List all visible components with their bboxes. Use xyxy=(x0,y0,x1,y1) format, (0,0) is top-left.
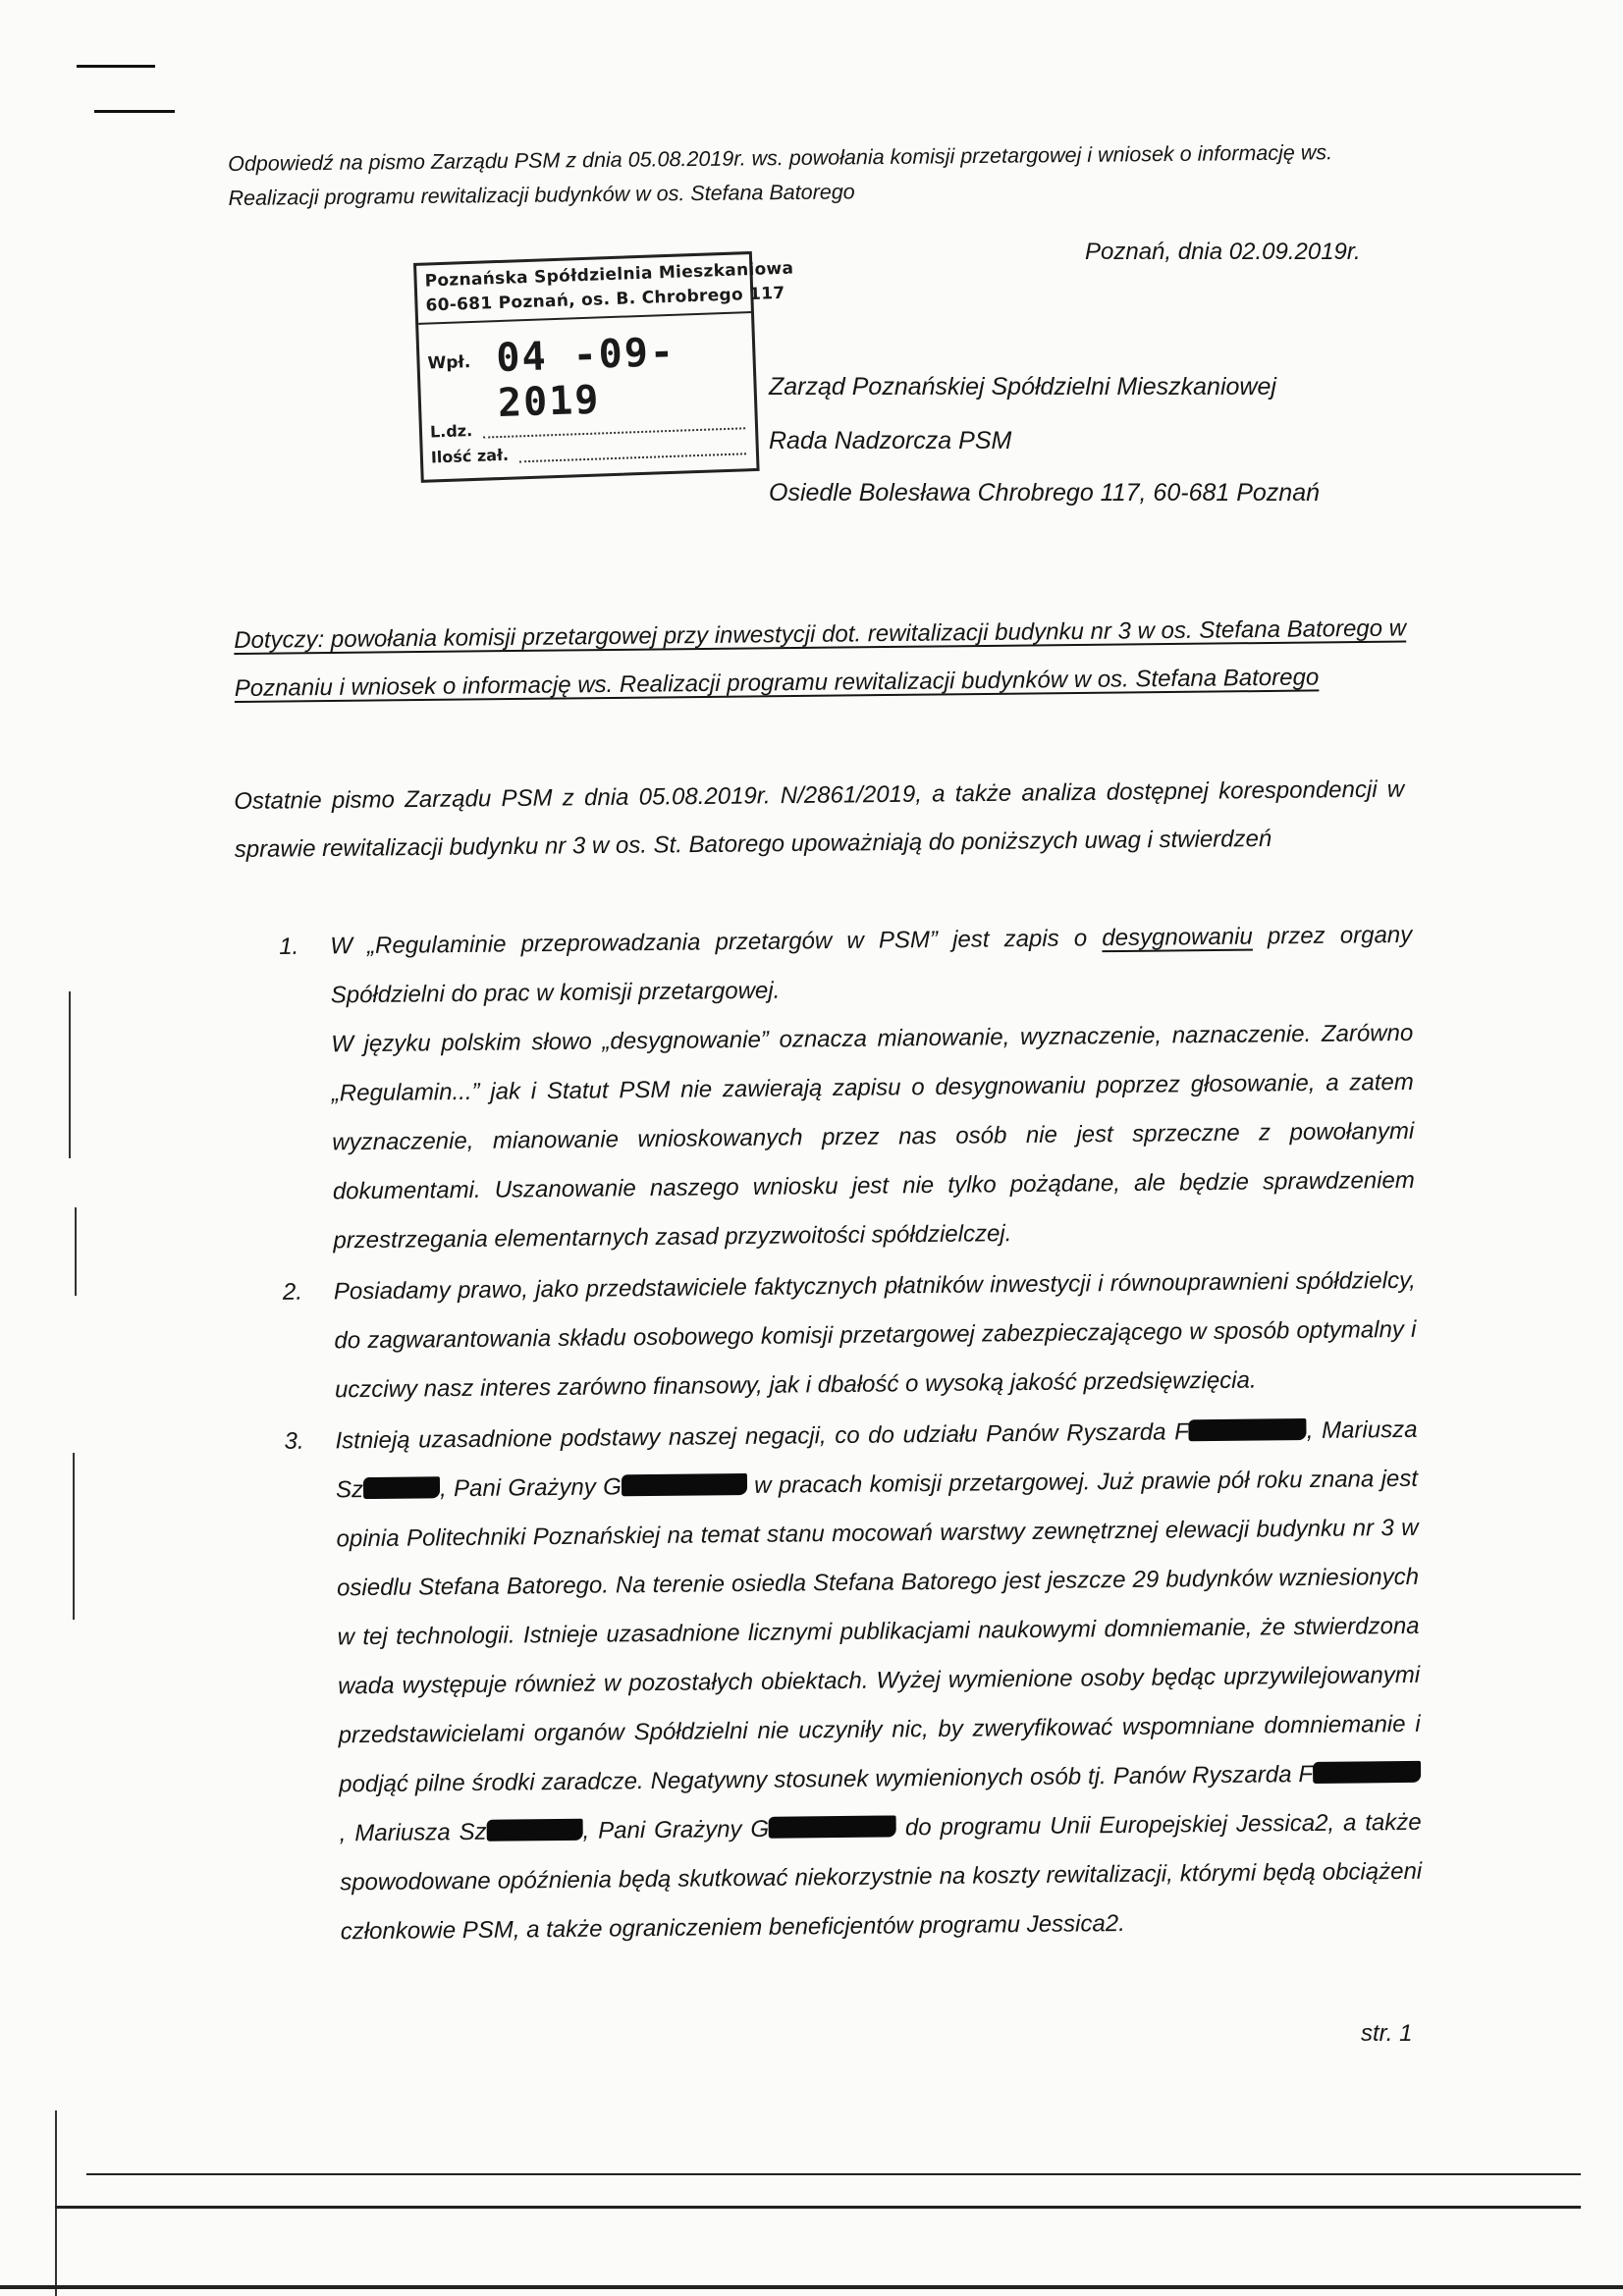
list-item-text: W języku polskim słowo „desygnowanie” oznacza mianowanie, wyznaczenie, naznaczenie. Zarówno „Regulamin...” jak i Statut PSM nie zawierają zapisu o desygnowaniu poprzez głosowanie, a zatem wyznaczenie, mianowanie wnioskowanych przez nas osób nie jest sprzeczne z powołanymi dokumentami. Uszanowanie naszego wniosku jest nie tylko pożądane, ale będzie sprawdzeniem przestrzegania elementarnych zasad przyzwoitości spółdzielczej. xyxy=(331,1019,1415,1255)
list-item-number: 3. xyxy=(284,1427,304,1455)
place-date: Poznań, dnia 02.09.2019r. xyxy=(1085,239,1361,265)
scan-edge-line xyxy=(69,991,71,1158)
subject-line: Odpowiedź na pismo Zarządu PSM z dnia 05.08.2019r. ws. powołania komisji przetargowej i wniosek o informację ws. Realizacji programu rewitalizacji budynków w os. Stefana Batorego xyxy=(228,140,1333,210)
list-item xyxy=(279,1256,1418,1415)
stamp-attachments-dotted-line xyxy=(519,453,746,462)
registry-stamp xyxy=(413,251,794,483)
addressee-line-2: Rada Nadzorcza PSM xyxy=(769,427,1012,454)
addressee-line-1: Zarząd Poznańskiej Spółdzielni Mieszkaniowej xyxy=(769,373,1276,400)
scan-mark xyxy=(77,65,155,68)
stamp-received-label: Wpł. xyxy=(427,352,471,374)
underlined-term: desygnowaniu xyxy=(1102,923,1253,952)
regarding-line: Dotyczy: powołania komisji przetargowej przy inwestycji dot. rewitalizacji budynku nr 3 w os. Stefana Batorego w Poznaniu i wniosek o informację ws. Realizacji programu rewitalizacji budynków w os. Stefana Batorego xyxy=(234,614,1407,702)
stamp-ldz-label: L.dz. xyxy=(429,421,473,442)
list-item-number: 2. xyxy=(282,1278,303,1306)
scan-edge-line xyxy=(55,2110,57,2296)
scan-edge-line xyxy=(75,1207,77,1296)
stamp-ldz-dotted-line xyxy=(483,427,745,438)
footer-rule xyxy=(0,2285,1623,2289)
footer-rule xyxy=(86,2173,1581,2175)
list-item-text: Posiadamy prawo, jako przedstawiciele faktycznych płatników inwestycji i równouprawnieni spółdzielcy, do zagwarantowania składu osobowego komisji przetargowej zabezpieczającego w sposób optymalny i uczciwy nasz interes zarówno finansowy, jak i dbałość o wysoką jakość przedsięwzięcia. xyxy=(333,1266,1417,1404)
redaction-mark xyxy=(769,1815,896,1838)
redaction-mark xyxy=(622,1473,747,1496)
stamp-org-address: 60-681 Poznań, os. B. Chrobrego 117 xyxy=(425,283,785,316)
footer-rule xyxy=(55,2206,1581,2209)
numbered-list xyxy=(275,911,1423,1957)
list-item-number: 1. xyxy=(279,933,299,960)
stamp-attachments-label: Ilość zał. xyxy=(430,445,510,467)
scan-edge-line xyxy=(73,1453,75,1620)
scan-mark xyxy=(94,110,175,113)
intro-paragraph: Ostatnie pismo Zarządu PSM z dnia 05.08.2019r. N/2861/2019, a także analiza dostępnej korespondencji w sprawie rewitalizacji budynku nr 3 w os. St. Batorego upoważniają do poniższych uwag i stwierdzeń xyxy=(234,775,1405,863)
redaction-mark xyxy=(1313,1761,1421,1784)
stamp-org-name: Poznańska Spółdzielnia Mieszkaniowa xyxy=(424,258,794,292)
redaction-mark xyxy=(486,1819,582,1842)
list-item-text: Istnieją uzasadnione podstawy naszej negacji, co do udziału Panów Ryszarda F , Mariusza Sz , Pani Grażyny G w pracach komisji przetargowej. Już prawie pół roku znana jest opinia Politechniki Poznańskiej na temat stanu mocowań warstwy zewnętrznej elewacji budynku nr 3 w osiedlu Stefana Batorego. Na terenie osiedla Stefana Batorego jest jeszcze 29 budynków wzniesionych w tej technologii. Istnieje uzasadnione licznymi publikacjami naukowymi domniemanie, że stwierdzona wada występuje również w pozostałych obiektach. Wyżej wymienione osoby będąc uprzywilejowanymi przedstawicielami organów Spółdzielni nie uczyniły nic, by zweryfikować wspomniane domniemanie i podjąć pilne środki zaradcze. Negatywny stosunek wymienionych osób tj. Panów Ryszarda F, Mariusza Sz , Pani Grażyny G do programu Unii Europejskiej Jessica2, a także spowodowane opóźnienia będą skutkować niekorzystnie na koszty rewitalizacji, którymi będą obciążeni członkowie PSM, a także ograniczeniem beneficjentów programu Jessica2. xyxy=(335,1415,1423,1946)
redaction-mark xyxy=(1189,1418,1307,1441)
redaction-mark xyxy=(363,1476,440,1499)
list-item xyxy=(280,1406,1423,1957)
list-item-text: W „Regulaminie przeprowadzania przetargów w PSM” jest zapis o desygnowaniu przez organy Spółdzielni do prac w komisji przetargowej. xyxy=(330,921,1413,1009)
stamp-received-date: 04 -09- 2019 xyxy=(495,329,676,427)
page-number: str. 1 xyxy=(1361,2020,1413,2047)
list-item xyxy=(275,911,1416,1266)
addressee-line-3: Osiedle Bolesława Chrobrego 117, 60-681 Poznań xyxy=(769,479,1321,507)
